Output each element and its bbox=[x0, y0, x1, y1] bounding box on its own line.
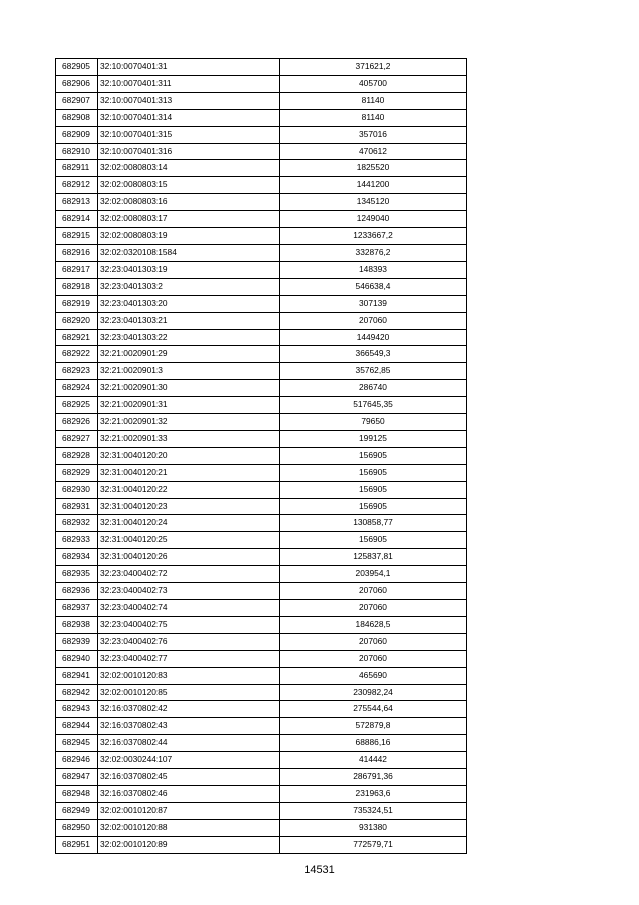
cadastral-number-cell: 32:02:0080803:15 bbox=[98, 177, 280, 194]
cadastral-number-cell: 32:23:0400402:74 bbox=[98, 600, 280, 617]
table-row bbox=[56, 59, 467, 76]
row-id-cell: 682908 bbox=[56, 109, 98, 126]
table-row bbox=[56, 464, 467, 481]
cadastral-value-cell: 286791,36 bbox=[280, 769, 467, 786]
cadastral-value-cell: 286740 bbox=[280, 380, 467, 397]
table-row bbox=[56, 819, 467, 836]
cadastral-number-cell: 32:31:0040120:25 bbox=[98, 532, 280, 549]
table-row bbox=[56, 346, 467, 363]
cadastral-value-cell: 772579,71 bbox=[280, 836, 467, 853]
cadastral-number-cell: 32:21:0020901:29 bbox=[98, 346, 280, 363]
row-id-cell: 682917 bbox=[56, 261, 98, 278]
table-row bbox=[56, 718, 467, 735]
cadastral-number-cell: 32:23:0400402:72 bbox=[98, 566, 280, 583]
row-id-cell: 682942 bbox=[56, 684, 98, 701]
table-row bbox=[56, 481, 467, 498]
row-id-cell: 682946 bbox=[56, 752, 98, 769]
row-id-cell: 682921 bbox=[56, 329, 98, 346]
cadastral-number-cell: 32:16:0370802:45 bbox=[98, 769, 280, 786]
row-id-cell: 682948 bbox=[56, 785, 98, 802]
cadastral-value-cell: 125837,81 bbox=[280, 549, 467, 566]
cadastral-value-cell: 156905 bbox=[280, 464, 467, 481]
cadastral-number-cell: 32:02:0010120:89 bbox=[98, 836, 280, 853]
row-id-cell: 682934 bbox=[56, 549, 98, 566]
cadastral-value-cell: 275544,64 bbox=[280, 701, 467, 718]
table-body bbox=[56, 59, 467, 854]
row-id-cell: 682933 bbox=[56, 532, 98, 549]
cadastral-number-cell: 32:02:0080803:19 bbox=[98, 228, 280, 245]
row-id-cell: 682928 bbox=[56, 447, 98, 464]
cadastral-value-cell: 572879,8 bbox=[280, 718, 467, 735]
cadastral-number-cell: 32:23:0400402:76 bbox=[98, 633, 280, 650]
table-row bbox=[56, 92, 467, 109]
table-row bbox=[56, 583, 467, 600]
cadastral-number-cell: 32:16:0370802:46 bbox=[98, 785, 280, 802]
row-id-cell: 682938 bbox=[56, 616, 98, 633]
table-row bbox=[56, 109, 467, 126]
table-row bbox=[56, 667, 467, 684]
table-row bbox=[56, 363, 467, 380]
row-id-cell: 682937 bbox=[56, 600, 98, 617]
table-row bbox=[56, 735, 467, 752]
cadastral-value-cell: 207060 bbox=[280, 583, 467, 600]
row-id-cell: 682923 bbox=[56, 363, 98, 380]
cadastral-value-cell: 81140 bbox=[280, 92, 467, 109]
cadastral-value-cell: 207060 bbox=[280, 650, 467, 667]
cadastral-value-cell: 1449420 bbox=[280, 329, 467, 346]
table-row bbox=[56, 278, 467, 295]
row-id-cell: 682951 bbox=[56, 836, 98, 853]
row-id-cell: 682930 bbox=[56, 481, 98, 498]
row-id-cell: 682910 bbox=[56, 143, 98, 160]
cadastral-value-cell: 203954,1 bbox=[280, 566, 467, 583]
row-id-cell: 682912 bbox=[56, 177, 98, 194]
table-row bbox=[56, 414, 467, 431]
cadastral-number-cell: 32:02:0320108:1584 bbox=[98, 244, 280, 261]
row-id-cell: 682920 bbox=[56, 312, 98, 329]
table-row bbox=[56, 515, 467, 532]
cadastral-value-cell: 79650 bbox=[280, 414, 467, 431]
table-row bbox=[56, 701, 467, 718]
table-row bbox=[56, 802, 467, 819]
row-id-cell: 682914 bbox=[56, 211, 98, 228]
row-id-cell: 682949 bbox=[56, 802, 98, 819]
table-row bbox=[56, 75, 467, 92]
cadastral-value-cell: 470612 bbox=[280, 143, 467, 160]
cadastral-number-cell: 32:31:0040120:21 bbox=[98, 464, 280, 481]
row-id-cell: 682905 bbox=[56, 59, 98, 76]
cadastral-value-cell: 199125 bbox=[280, 430, 467, 447]
cadastral-number-cell: 32:23:0401303:20 bbox=[98, 295, 280, 312]
row-id-cell: 682940 bbox=[56, 650, 98, 667]
cadastral-value-cell: 517645,35 bbox=[280, 397, 467, 414]
table-row bbox=[56, 600, 467, 617]
row-id-cell: 682932 bbox=[56, 515, 98, 532]
row-id-cell: 682909 bbox=[56, 126, 98, 143]
table-row bbox=[56, 211, 467, 228]
cadastral-number-cell: 32:23:0401303:22 bbox=[98, 329, 280, 346]
cadastral-number-cell: 32:16:0370802:44 bbox=[98, 735, 280, 752]
cadastral-number-cell: 32:21:0020901:32 bbox=[98, 414, 280, 431]
table-row bbox=[56, 160, 467, 177]
row-id-cell: 682950 bbox=[56, 819, 98, 836]
cadastral-value-cell: 156905 bbox=[280, 481, 467, 498]
cadastral-number-cell: 32:02:0030244:107 bbox=[98, 752, 280, 769]
cadastral-number-cell: 32:10:0070401:316 bbox=[98, 143, 280, 160]
table-row bbox=[56, 329, 467, 346]
row-id-cell: 682919 bbox=[56, 295, 98, 312]
cadastral-value-cell: 414442 bbox=[280, 752, 467, 769]
cadastral-number-cell: 32:23:0400402:75 bbox=[98, 616, 280, 633]
table-row bbox=[56, 380, 467, 397]
row-id-cell: 682916 bbox=[56, 244, 98, 261]
row-id-cell: 682911 bbox=[56, 160, 98, 177]
cadastral-value-cell: 735324,51 bbox=[280, 802, 467, 819]
table-row bbox=[56, 397, 467, 414]
cadastral-value-table bbox=[55, 58, 467, 854]
cadastral-number-cell: 32:10:0070401:31 bbox=[98, 59, 280, 76]
table-row bbox=[56, 532, 467, 549]
cadastral-number-cell: 32:23:0400402:73 bbox=[98, 583, 280, 600]
cadastral-value-cell: 357016 bbox=[280, 126, 467, 143]
cadastral-value-cell: 231963,6 bbox=[280, 785, 467, 802]
cadastral-value-cell: 465690 bbox=[280, 667, 467, 684]
row-id-cell: 682944 bbox=[56, 718, 98, 735]
cadastral-number-cell: 32:02:0080803:16 bbox=[98, 194, 280, 211]
table-row bbox=[56, 785, 467, 802]
cadastral-number-cell: 32:02:0080803:17 bbox=[98, 211, 280, 228]
table-row bbox=[56, 616, 467, 633]
row-id-cell: 682947 bbox=[56, 769, 98, 786]
table-row bbox=[56, 295, 467, 312]
row-id-cell: 682939 bbox=[56, 633, 98, 650]
cadastral-value-cell: 81140 bbox=[280, 109, 467, 126]
table-row bbox=[56, 126, 467, 143]
cadastral-number-cell: 32:10:0070401:315 bbox=[98, 126, 280, 143]
cadastral-value-cell: 230982,24 bbox=[280, 684, 467, 701]
cadastral-value-cell: 148393 bbox=[280, 261, 467, 278]
row-id-cell: 682925 bbox=[56, 397, 98, 414]
cadastral-number-cell: 32:02:0010120:83 bbox=[98, 667, 280, 684]
cadastral-value-cell: 1249040 bbox=[280, 211, 467, 228]
cadastral-value-cell: 207060 bbox=[280, 600, 467, 617]
cadastral-number-cell: 32:10:0070401:314 bbox=[98, 109, 280, 126]
cadastral-number-cell: 32:31:0040120:22 bbox=[98, 481, 280, 498]
table-row bbox=[56, 752, 467, 769]
row-id-cell: 682943 bbox=[56, 701, 98, 718]
row-id-cell: 682926 bbox=[56, 414, 98, 431]
cadastral-number-cell: 32:23:0401303:19 bbox=[98, 261, 280, 278]
cadastral-number-cell: 32:16:0370802:42 bbox=[98, 701, 280, 718]
table-row bbox=[56, 650, 467, 667]
row-id-cell: 682906 bbox=[56, 75, 98, 92]
table-row bbox=[56, 430, 467, 447]
cadastral-value-cell: 405700 bbox=[280, 75, 467, 92]
row-id-cell: 682918 bbox=[56, 278, 98, 295]
cadastral-number-cell: 32:10:0070401:313 bbox=[98, 92, 280, 109]
table-row bbox=[56, 228, 467, 245]
cadastral-number-cell: 32:02:0010120:87 bbox=[98, 802, 280, 819]
cadastral-number-cell: 32:21:0020901:30 bbox=[98, 380, 280, 397]
table-row bbox=[56, 194, 467, 211]
cadastral-value-cell: 332876,2 bbox=[280, 244, 467, 261]
row-id-cell: 682945 bbox=[56, 735, 98, 752]
table-row bbox=[56, 549, 467, 566]
cadastral-value-cell: 207060 bbox=[280, 312, 467, 329]
cadastral-value-cell: 1345120 bbox=[280, 194, 467, 211]
cadastral-value-cell: 184628,5 bbox=[280, 616, 467, 633]
table-row bbox=[56, 684, 467, 701]
table-row bbox=[56, 498, 467, 515]
table-row bbox=[56, 261, 467, 278]
cadastral-number-cell: 32:31:0040120:26 bbox=[98, 549, 280, 566]
cadastral-value-cell: 1233667,2 bbox=[280, 228, 467, 245]
row-id-cell: 682913 bbox=[56, 194, 98, 211]
table-row bbox=[56, 566, 467, 583]
cadastral-value-cell: 35762,85 bbox=[280, 363, 467, 380]
cadastral-value-cell: 207060 bbox=[280, 633, 467, 650]
cadastral-number-cell: 32:23:0401303:21 bbox=[98, 312, 280, 329]
row-id-cell: 682924 bbox=[56, 380, 98, 397]
table-row bbox=[56, 244, 467, 261]
table-row bbox=[56, 312, 467, 329]
row-id-cell: 682941 bbox=[56, 667, 98, 684]
cadastral-value-cell: 130858,77 bbox=[280, 515, 467, 532]
cadastral-value-cell: 156905 bbox=[280, 498, 467, 515]
table-row bbox=[56, 177, 467, 194]
row-id-cell: 682936 bbox=[56, 583, 98, 600]
cadastral-number-cell: 32:10:0070401:311 bbox=[98, 75, 280, 92]
table-row bbox=[56, 633, 467, 650]
cadastral-number-cell: 32:02:0010120:88 bbox=[98, 819, 280, 836]
cadastral-value-cell: 366549,3 bbox=[280, 346, 467, 363]
cadastral-value-cell: 371621,2 bbox=[280, 59, 467, 76]
cadastral-number-cell: 32:21:0020901:3 bbox=[98, 363, 280, 380]
cadastral-value-cell: 931380 bbox=[280, 819, 467, 836]
cadastral-value-cell: 68886,16 bbox=[280, 735, 467, 752]
cadastral-value-cell: 1825520 bbox=[280, 160, 467, 177]
cadastral-number-cell: 32:31:0040120:23 bbox=[98, 498, 280, 515]
cadastral-number-cell: 32:23:0401303:2 bbox=[98, 278, 280, 295]
row-id-cell: 682929 bbox=[56, 464, 98, 481]
cadastral-number-cell: 32:02:0080803:14 bbox=[98, 160, 280, 177]
cadastral-number-cell: 32:23:0400402:77 bbox=[98, 650, 280, 667]
row-id-cell: 682927 bbox=[56, 430, 98, 447]
cadastral-number-cell: 32:16:0370802:43 bbox=[98, 718, 280, 735]
cadastral-value-cell: 156905 bbox=[280, 532, 467, 549]
row-id-cell: 682935 bbox=[56, 566, 98, 583]
table-row bbox=[56, 447, 467, 464]
row-id-cell: 682922 bbox=[56, 346, 98, 363]
row-id-cell: 682915 bbox=[56, 228, 98, 245]
cadastral-value-cell: 1441200 bbox=[280, 177, 467, 194]
row-id-cell: 682931 bbox=[56, 498, 98, 515]
cadastral-value-cell: 546638,4 bbox=[280, 278, 467, 295]
table-row bbox=[56, 836, 467, 853]
cadastral-number-cell: 32:02:0010120:85 bbox=[98, 684, 280, 701]
cadastral-number-cell: 32:31:0040120:20 bbox=[98, 447, 280, 464]
row-id-cell: 682907 bbox=[56, 92, 98, 109]
cadastral-number-cell: 32:31:0040120:24 bbox=[98, 515, 280, 532]
cadastral-value-cell: 307139 bbox=[280, 295, 467, 312]
cadastral-value-cell: 156905 bbox=[280, 447, 467, 464]
table-row bbox=[56, 769, 467, 786]
cadastral-number-cell: 32:21:0020901:33 bbox=[98, 430, 280, 447]
cadastral-number-cell: 32:21:0020901:31 bbox=[98, 397, 280, 414]
page-number: 14531 bbox=[304, 864, 335, 876]
table-row bbox=[56, 143, 467, 160]
